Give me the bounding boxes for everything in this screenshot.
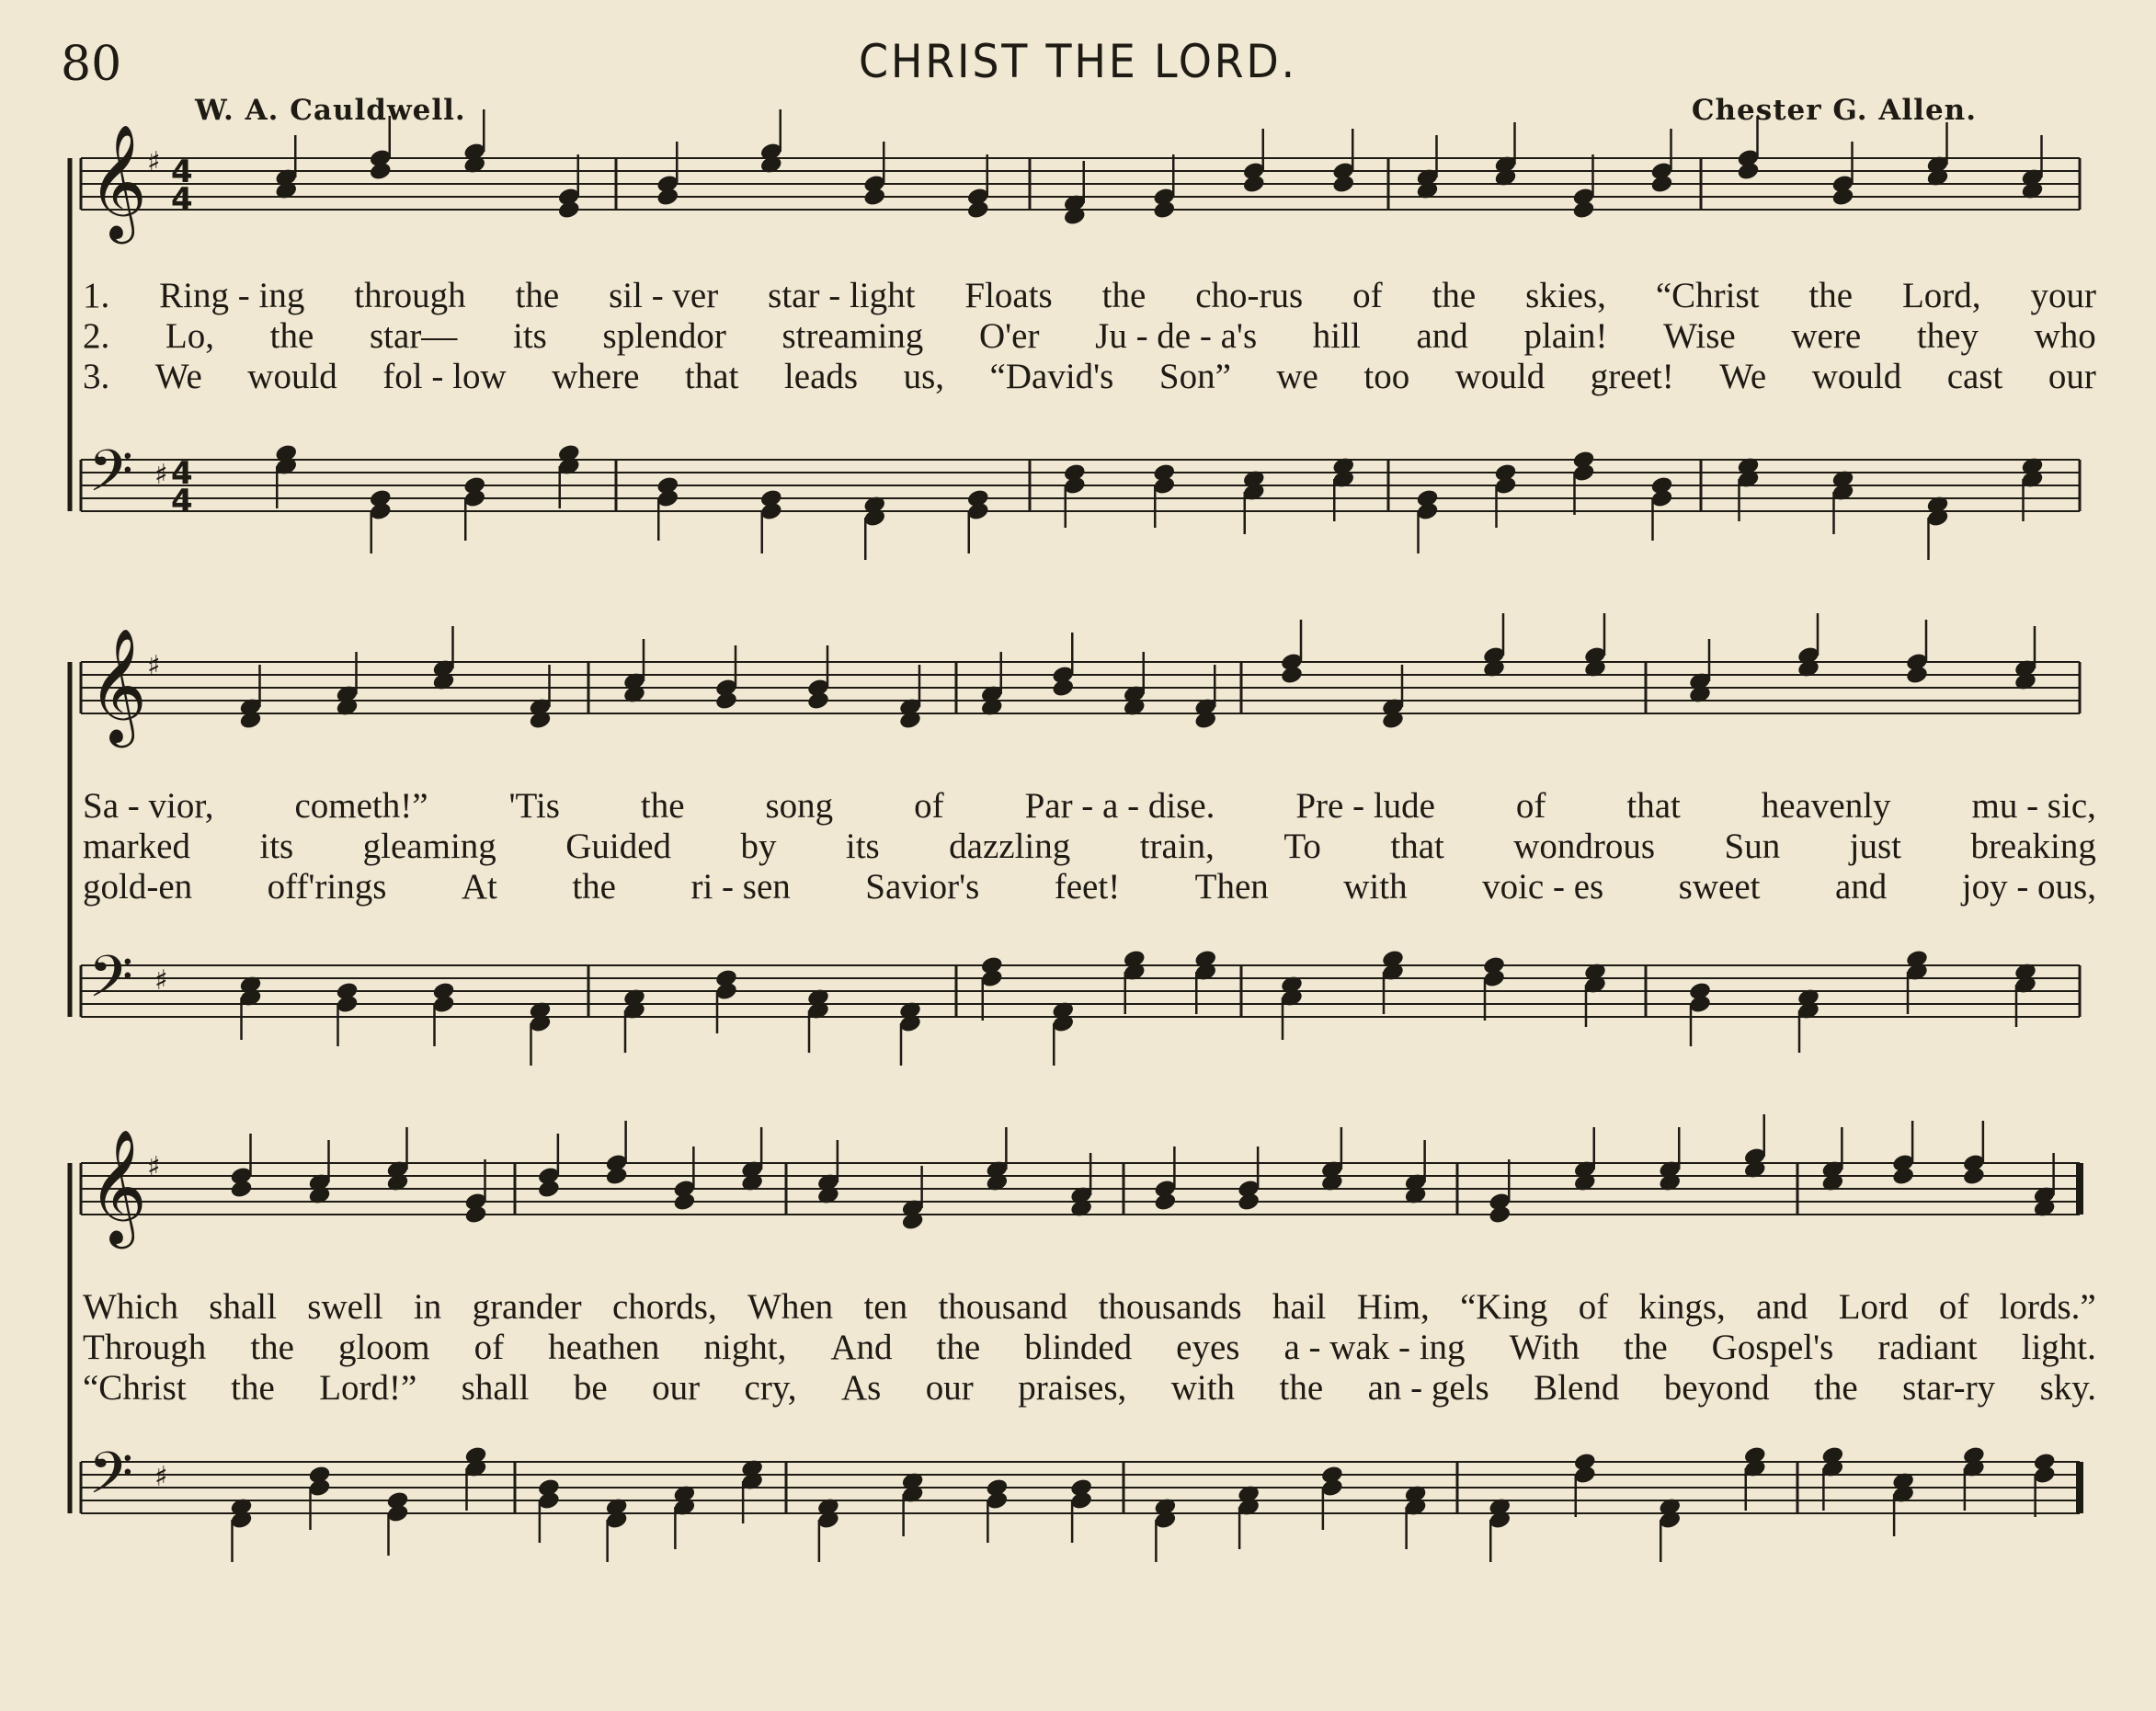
lyric-word: Then [1194, 867, 1269, 907]
lyric-word: the [1101, 276, 1146, 315]
lyric-line-verse-1 [83, 786, 2096, 827]
lyric-word: streaming [781, 316, 924, 356]
lyric-word: off'rings [267, 867, 387, 907]
treble-clef-icon: 𝄞 [88, 628, 147, 743]
lyric-word: cry, [744, 1368, 797, 1408]
lyric-word: who [2034, 316, 2096, 356]
lyric-word: its [259, 827, 294, 866]
lyric-word: Sun [1724, 827, 1781, 866]
lyric-word: greet! [1590, 357, 1674, 396]
lyrics-system-1 [83, 276, 2096, 397]
lyric-word: we [1276, 357, 1318, 396]
lyric-word: Savior's [865, 867, 980, 907]
time-signature-bottom: 4 [171, 181, 193, 218]
lyric-word: with [1343, 867, 1408, 907]
lyric-word: beyond [1663, 1368, 1770, 1408]
composer-credit: Chester G. Allen. [1691, 94, 1977, 127]
lyric-word: would [247, 357, 337, 396]
lyric-word: “King [1460, 1287, 1548, 1327]
lyric-word: Par - a - dise. [1024, 786, 1215, 826]
lyric-word: skies, [1525, 276, 1606, 315]
lyric-word: Guided [565, 827, 672, 866]
lyric-word: Ju - de - a's [1095, 316, 1258, 356]
lyric-word: would [1454, 357, 1546, 396]
notehead [1891, 1166, 1915, 1187]
notehead [1153, 1192, 1177, 1213]
notehead [229, 1179, 253, 1200]
lyric-word: hill [1312, 316, 1361, 356]
lyric-word: hail [1272, 1287, 1327, 1327]
lyric-word: just [1849, 827, 1902, 866]
notehead [1962, 1166, 1986, 1187]
lyric-word: breaking [1970, 827, 2096, 866]
lyric-word: your [2030, 276, 2096, 315]
lyric-word: ten [863, 1287, 908, 1327]
lyric-word: that [1390, 827, 1444, 866]
notehead [1237, 1192, 1261, 1213]
page-number: 80 [61, 37, 122, 92]
notehead [1242, 174, 1266, 195]
lyric-word: light. [2021, 1328, 2096, 1367]
lyric-word: Pre - lude [1295, 786, 1435, 826]
lyric-word: Lord!” [319, 1368, 417, 1408]
lyric-word: by [740, 827, 777, 866]
lyric-word: the [250, 1328, 294, 1367]
lyric-word: 2. [83, 316, 110, 356]
lyric-word: our [925, 1368, 974, 1408]
lyric-word: ri - sen [690, 867, 791, 907]
lyric-word: they [1916, 316, 1979, 356]
notehead [806, 690, 830, 712]
notehead [966, 200, 990, 221]
lyric-word: gloom [337, 1328, 430, 1367]
notehead [1649, 174, 1673, 195]
lyric-word: of [1515, 786, 1546, 826]
time-signature-bottom: 4 [171, 483, 193, 519]
lyric-word: thousand [938, 1287, 1068, 1327]
lyric-word: night, [703, 1328, 787, 1367]
lyric-word: sweet [1678, 867, 1761, 907]
notehead [656, 187, 679, 208]
notehead [1051, 678, 1075, 699]
lyric-word: the [572, 867, 616, 907]
lyrics-system-2 [83, 786, 2096, 907]
notehead [1331, 174, 1355, 195]
lyric-word: the [1279, 1368, 1324, 1408]
lyric-word: 1. [83, 276, 110, 315]
lyric-word: shall [209, 1287, 277, 1327]
lyric-word: plain! [1523, 316, 1608, 356]
lyric-word: blinded [1024, 1328, 1133, 1367]
lyric-word: an - gels [1367, 1368, 1489, 1408]
notehead [1280, 665, 1304, 686]
lyric-word: When [747, 1287, 834, 1327]
lyric-word: and [1834, 867, 1888, 907]
lyric-word: with [1170, 1368, 1236, 1408]
lyric-word: Blend [1534, 1368, 1620, 1408]
lyric-word: our [2048, 357, 2096, 396]
notehead [714, 690, 738, 712]
lyric-word: 3. [83, 357, 110, 396]
lyric-word: were [1791, 316, 1862, 356]
lyric-word: heathen [548, 1328, 660, 1367]
notehead [557, 200, 581, 221]
lyric-word: of [1578, 1287, 1609, 1327]
lyric-word: eyes [1176, 1328, 1240, 1367]
lyric-word: that [1626, 786, 1681, 826]
lyric-line-verse-1 [83, 276, 2096, 316]
lyric-word: “David's [989, 357, 1114, 396]
lyric-word: our [652, 1368, 701, 1408]
lyric-word: shall [461, 1368, 530, 1408]
key-sharp-icon: ♯ [147, 146, 161, 178]
notehead [463, 1204, 487, 1226]
lyric-word: song [765, 786, 834, 826]
lyric-word: Lo, [165, 316, 214, 356]
lyric-word: Which [83, 1287, 178, 1327]
lyric-word: and [1416, 316, 1468, 356]
lyric-word: gleaming [362, 827, 496, 866]
lyric-word: sil - ver [609, 276, 719, 315]
lyrics-system-3 [83, 1287, 2096, 1409]
lyric-word: the [269, 316, 314, 356]
lyric-word: Lord, [1901, 276, 1981, 315]
notehead [1152, 200, 1176, 221]
lyric-word: train, [1139, 827, 1215, 866]
lyric-word: star - light [768, 276, 916, 315]
notehead [537, 1179, 561, 1200]
lyric-word: the [1432, 276, 1477, 315]
lyric-word: We [154, 357, 202, 396]
lyric-word: Sa - vior, [83, 786, 214, 826]
lyric-word: be [573, 1368, 608, 1408]
lyric-word: of [1938, 1287, 1969, 1327]
lyric-word: “Christ [1655, 276, 1760, 315]
lyric-word: a - wak - ing [1283, 1328, 1466, 1367]
notehead [605, 1166, 629, 1187]
lyric-word: Through [83, 1328, 207, 1367]
lyric-word: the [515, 276, 560, 315]
key-sharp-icon: ♯ [154, 459, 168, 491]
notehead [1736, 161, 1760, 182]
lyric-word: Gospel's [1711, 1328, 1834, 1367]
lyric-word: marked [83, 827, 190, 866]
lyric-word: grander [472, 1287, 582, 1327]
lyric-line-verse-1 [83, 1287, 2096, 1328]
lyric-line-verse-2 [83, 1328, 2096, 1368]
lyric-word: of [1352, 276, 1383, 315]
lyric-word: too [1363, 357, 1410, 396]
lyric-word: splendor [602, 316, 726, 356]
lyric-word: voic - es [1482, 867, 1604, 907]
lyric-word: lords.” [1999, 1287, 2096, 1327]
lyric-word: the [936, 1328, 981, 1367]
lyric-word: kings, [1638, 1287, 1726, 1327]
lyric-word: To [1283, 827, 1321, 866]
lyric-word: As [841, 1368, 882, 1408]
notehead [672, 1192, 696, 1213]
lyric-word: fol - low [382, 357, 507, 396]
lyric-word: heavenly [1761, 786, 1891, 826]
key-sharp-icon: ♯ [147, 1151, 161, 1183]
lyric-word: radiant [1877, 1328, 1978, 1367]
bass-clef-icon: 𝄢 [88, 437, 133, 519]
treble-clef-icon: 𝄞 [88, 1129, 147, 1244]
lyric-word: 'Tis [508, 786, 560, 826]
notehead [369, 161, 393, 182]
lyric-word: cometh!” [294, 786, 428, 826]
lyric-word: leads [783, 357, 859, 396]
lyric-word: We [1719, 357, 1767, 396]
notehead [1488, 1204, 1511, 1226]
lyric-word: its [845, 827, 880, 866]
lyric-word: Floats [964, 276, 1053, 315]
lyric-word: cho-rus [1195, 276, 1304, 315]
lyric-word: us, [903, 357, 945, 396]
lyric-word: Lord [1838, 1287, 1909, 1327]
lyric-word: star— [370, 316, 458, 356]
lyric-line-verse-3 [83, 1368, 2096, 1409]
lyric-word: swell [307, 1287, 383, 1327]
lyric-word: Son” [1158, 357, 1231, 396]
key-sharp-icon: ♯ [154, 1461, 168, 1493]
notehead [862, 187, 886, 208]
lyric-word: the [640, 786, 685, 826]
lyric-word: O'er [978, 316, 1040, 356]
time-signature-top: 4 [171, 455, 193, 492]
lyric-word: dazzling [949, 827, 1071, 866]
lyric-word: that [684, 357, 739, 396]
lyric-word: sky. [2039, 1368, 2096, 1408]
notehead [1571, 200, 1595, 221]
lyric-word: At [461, 867, 497, 907]
bass-clef-icon: 𝄢 [88, 1439, 133, 1521]
lyric-line-verse-2 [83, 316, 2096, 357]
lyric-word: its [512, 316, 547, 356]
bass-clef-icon: 𝄢 [88, 942, 133, 1024]
lyric-word: Him, [1356, 1287, 1430, 1327]
lyric-word: chords, [611, 1287, 717, 1327]
lyric-word: would [1811, 357, 1902, 396]
lyricist-credit: W. A. Cauldwell. [195, 94, 466, 127]
treble-clef-icon: 𝄞 [88, 124, 147, 239]
lyric-word: mu - sic, [1971, 786, 2096, 826]
lyric-line-verse-2 [83, 827, 2096, 867]
lyric-word: “Christ [83, 1368, 187, 1408]
lyric-word: the [1808, 276, 1854, 315]
lyric-word: And [830, 1328, 893, 1367]
page-title: CHRIST THE LORD. [859, 35, 1297, 88]
lyric-line-verse-3 [83, 867, 2096, 907]
lyric-word: the [1623, 1328, 1668, 1367]
lyric-word: the [1814, 1368, 1858, 1408]
lyric-word: cast [1946, 357, 2003, 396]
lyric-word: in [413, 1287, 442, 1327]
lyric-word: the [231, 1368, 275, 1408]
lyric-word: where [552, 357, 640, 396]
lyric-word: through [354, 276, 466, 315]
lyric-word: wondrous [1513, 827, 1656, 866]
notehead [1831, 187, 1854, 208]
lyric-word: star-ry [1902, 1368, 1996, 1408]
lyric-word: thousands [1098, 1287, 1242, 1327]
lyric-word: feet! [1054, 867, 1121, 907]
time-signature-top: 4 [171, 154, 193, 190]
lyric-word: Wise [1663, 316, 1736, 356]
lyric-word: Ring - ing [159, 276, 305, 315]
lyric-line-verse-3 [83, 357, 2096, 397]
lyric-word: joy - ous, [1961, 867, 2096, 907]
lyric-word: praises, [1018, 1368, 1127, 1408]
lyric-word: With [1509, 1328, 1580, 1367]
key-sharp-icon: ♯ [147, 650, 161, 682]
lyric-word: of [914, 786, 944, 826]
lyric-word: and [1756, 1287, 1808, 1327]
key-sharp-icon: ♯ [154, 964, 168, 997]
lyric-word: of [473, 1328, 505, 1367]
notehead [1905, 665, 1929, 686]
lyric-word: gold-en [83, 867, 193, 907]
